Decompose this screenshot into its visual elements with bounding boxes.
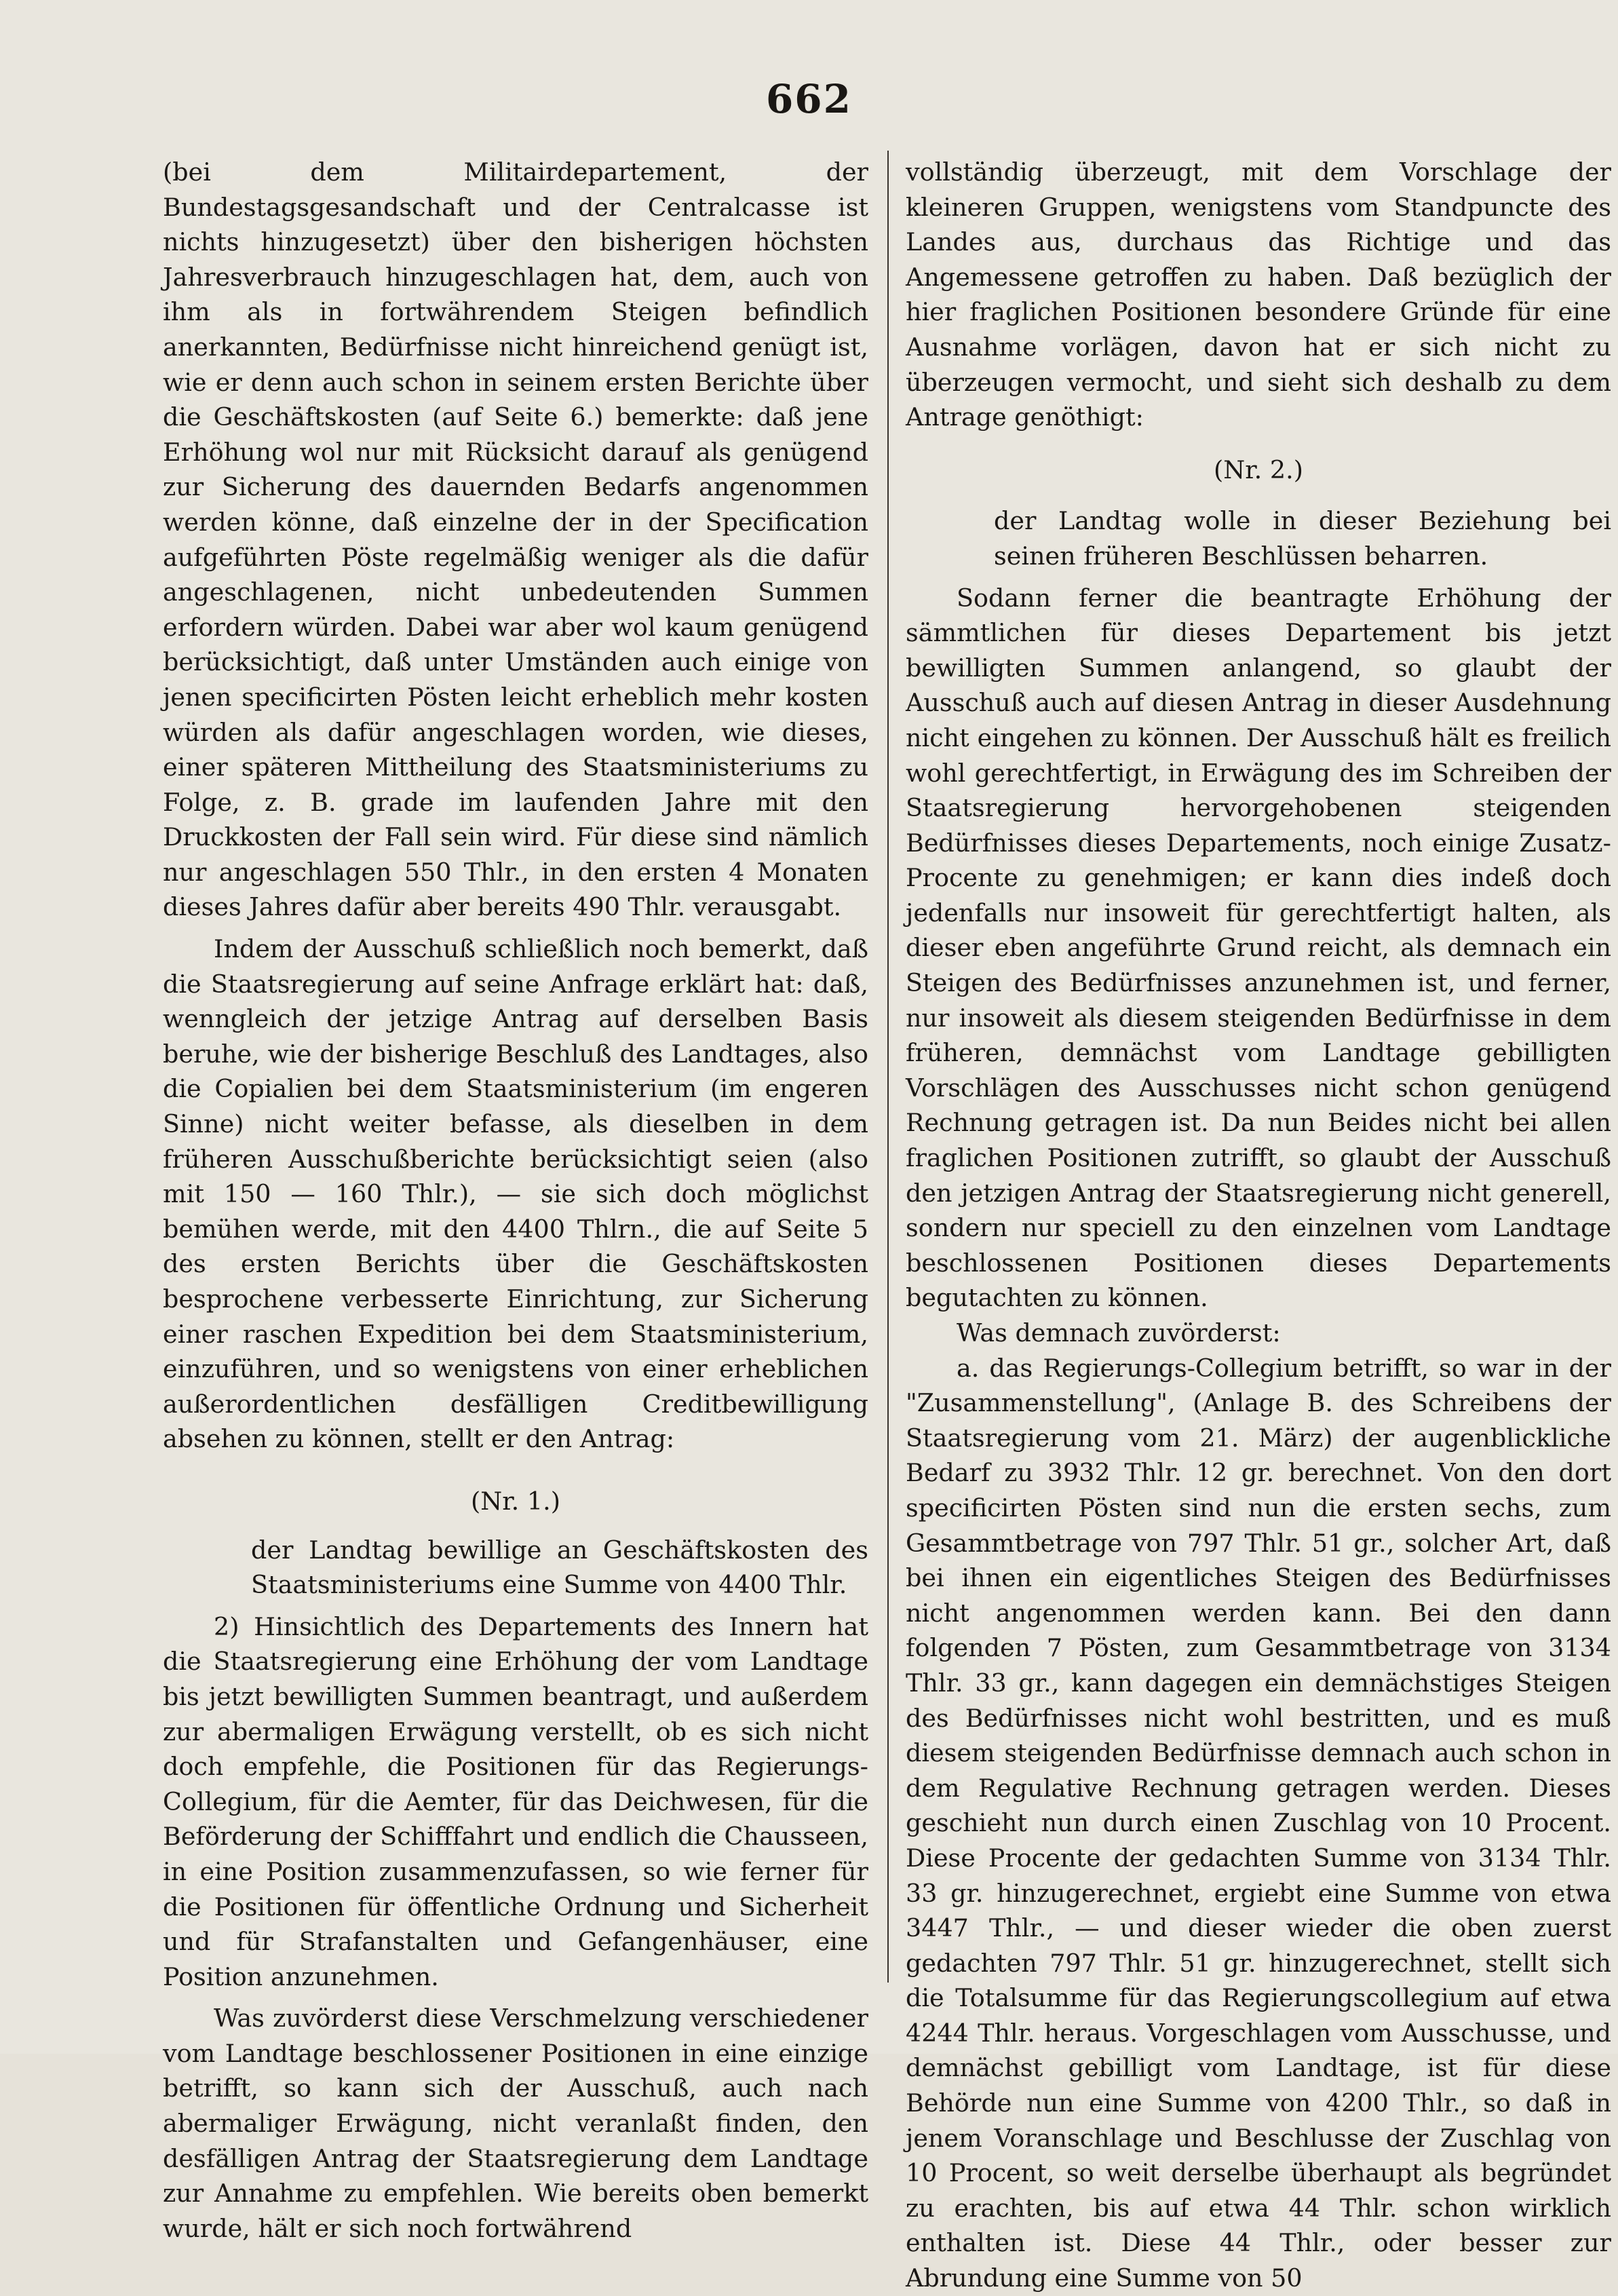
paragraph: Was demnach zuvörderst: bbox=[957, 1318, 1281, 1347]
motion-heading: (Nr. 2.) bbox=[1214, 455, 1303, 484]
right-column bbox=[906, 155, 1611, 2296]
paragraph: Was zuvörderst diese Verschmelzung verschiedener vom Landtage beschlossener Positionen in eine einzige betrifft, so kann sich der Ausschuß, auch nach abermaliger Erwägung, nicht veranlaßt finden, den desfälligen Antrag der Staatsregierung dem Landtage zur Annahme zu empfehlen. Wie bereits oben bemerkt wurde, hält er sich noch fortwährend bbox=[163, 2004, 868, 2243]
paragraph: a. das Regierungs-Collegium betrifft, so war in der "Zusammenstellung", (Anlage B. des Schreibens der Staatsregierung vom 21. März) der augenblickliche Bedarf zu 3932 Thlr. 12 gr. berechnet. Von den dort specificirten Pösten sind nun die ersten sechs, zum Gesammtbetrage von 797 Thlr. 51 gr., solcher Art, daß bei ihnen ein eigentliches Steigen des Bedürfnisses nicht angenommen werden kann. Bei den dann folgenden 7 Pösten, zum Gesammtbetrage von 3134 Thlr. 33 gr., kann dagegen ein demnächstiges Steigen des Bedürfnisses nicht wohl bestritten, und es muß diesem steigenden Bedürfnisse demnach auch schon in dem Regulative Rechnung getragen werden. Dieses geschieht nun durch einen Zuschlag von 10 Procent. Diese Procente der gedachten Summe von 3134 Thlr. 33 gr. hinzugerechnet, ergiebt eine Summe von etwa 3447 Thlr., — und dieser wieder die oben zuerst gedachten 797 Thlr. 51 gr. hinzugerechnet, stellt sich die Totalsumme für das Regierungscollegium auf etwa 4244 Thlr. heraus. Vorgeschlagen vom Ausschusse, und demnächst gebilligt vom Landtage, ist für diese Behörde nun eine Summe von 4200 Thlr., so daß in jenem Voranschlage und Beschlusse der Zuschlag von 10 Procent, so weit derselbe überhaupt als begründet zu erachten, bis auf etwa 44 Thlr. schon wirklich enthalten ist. Diese 44 Thlr., oder besser zur Abrundung eine Summe von 50 bbox=[906, 1353, 1611, 2293]
motion-heading: (Nr. 1.) bbox=[471, 1486, 560, 1516]
left-column bbox=[163, 155, 868, 2246]
motion-text: der Landtag bewillige an Geschäftskosten des Staatsministeriums eine Summe von 4400 Thlr. bbox=[251, 1535, 868, 1600]
paragraph: Sodann ferner die beantragte Erhöhung der sämmtlichen für dieses Departement bis jetzt bewilligten Summen anlangend, so glaubt der Ausschuß auch auf diesen Antrag in dieser Ausdehnung nicht eingehen zu können. Der Ausschuß hält es freilich wohl gerechtfertigt, in Erwägung des im Schreiben der Staatsregierung hervorgehobenen steigenden Bedürfnisses dieses Departements, noch einige Zusatz-Procente zu genehmigen; er kann dies indeß doch jedenfalls nur insoweit für gerechtfertigt halten, als dieser eben angeführte Grund reicht, als demnach ein Steigen des Bedürfnisses anzunehmen ist, und ferner, nur insoweit als diesem steigenden Bedürfnisse in dem früheren, demnächst vom Landtage gebilligten Vorschlägen des Ausschusses nicht schon genügend Rechnung getragen ist. Da nun Beides nicht bei allen fraglichen Positionen zutrifft, so glaubt der Ausschuß den jetzigen Antrag der Staatsregierung nicht generell, sondern nur speciell zu den einzelnen vom Landtage beschlossenen Positionen dieses Departements begutachten zu können. bbox=[906, 583, 1611, 1313]
paragraph: vollständig überzeugt, mit dem Vorschlage der kleineren Gruppen, wenigstens vom Standpuncte des Landes aus, durchaus das Richtige und das Angemessene getroffen zu haben. Daß bezüglich der hier fraglichen Positionen besondere Gründe für eine Ausnahme vorlägen, davon hat er sich nicht zu überzeugen vermocht, und sieht sich deshalb zu dem Antrage genöthigt: bbox=[906, 157, 1611, 432]
column-divider bbox=[887, 151, 889, 1983]
paragraph: 2) Hinsichtlich des Departements des Innern hat die Staatsregierung eine Erhöhung der vom Landtage bis jetzt bewilligten Summen beantragt, und außerdem zur abermaligen Erwägung verstellt, ob es sich nicht doch empfehle, die Positionen für das Regierungs-Collegium, für die Aemter, für das Deichwesen, für die Beförderung der Schifffahrt und endlich die Chausseen, in eine Position zusammenzufassen, so wie ferner für die Positionen für öffentliche Ordnung und Sicherheit und für Strafanstalten und Gefangenhäuser, eine Position anzunehmen. bbox=[163, 1611, 868, 1991]
page-number: 662 bbox=[765, 76, 853, 122]
paragraph: Indem der Ausschuß schließlich noch bemerkt, daß die Staatsregierung auf seine Anfrage erklärt hat: daß, wenngleich der jetzige Antrag auf derselben Basis beruhe, wie der bisherige Beschluß des Landtages, also die Copialien bei dem Staatsministerium (im engeren Sinne) nicht weiter befasse, als dieselben in dem früheren Ausschußberichte berücksichtigt seien (also mit 150 — 160 Thlr.), — sie sich doch möglichst bemühen werde, mit den 4400 Thlrn., die auf Seite 5 des ersten Berichts über die Geschäftskosten besprochene verbesserte Einrichtung, zur Sicherung einer raschen Expedition bei dem Staatsministerium, einzuführen, und so wenigstens von einer erheblichen außerordentlichen desfälligen Creditbewilligung absehen zu können, stellt er den Antrag: bbox=[163, 934, 868, 1454]
motion-text: der Landtag wolle in dieser Beziehung bei seinen früheren Beschlüssen beharren. bbox=[994, 506, 1611, 571]
paragraph: (bei dem Militairdepartement, der Bundestagsgesandschaft und der Centralcasse ist nichts hinzugesetzt) über den bisherigen höchsten Jahresverbrauch hinzugeschlagen hat, dem, auch von ihm als in fortwährendem Steigen befindlich anerkannten, Bedürfnisse nicht hinreichend genügt ist, wie er denn auch schon in seinem ersten Berichte über die Geschäftskosten (auf Seite 6.) bemerkte: daß jene Erhöhung wol nur mit Rücksicht darauf als genügend zur Sicherung des dauernden Bedarfs angenommen werden könne, daß einzelne der in der Specification aufgeführten Pöste regelmäßig weniger als die dafür angeschlagenen, nicht unbedeutenden Summen erfordern würden. Dabei war aber wol kaum genügend berücksichtigt, daß unter Umständen auch einige von jenen specificirten Pösten leicht erheblich mehr kosten würden als dafür angeschlagen worden, wie dieses, einer späteren Mittheilung des Staatsministeriums zu Folge, z. B. grade im laufenden Jahre mit den Druckkosten der Fall sein wird. Für diese sind nämlich nur angeschlagen 550 Thlr., in den ersten 4 Monaten dieses Jahres dafür aber bereits 490 Thlr. verausgabt. bbox=[163, 157, 868, 922]
